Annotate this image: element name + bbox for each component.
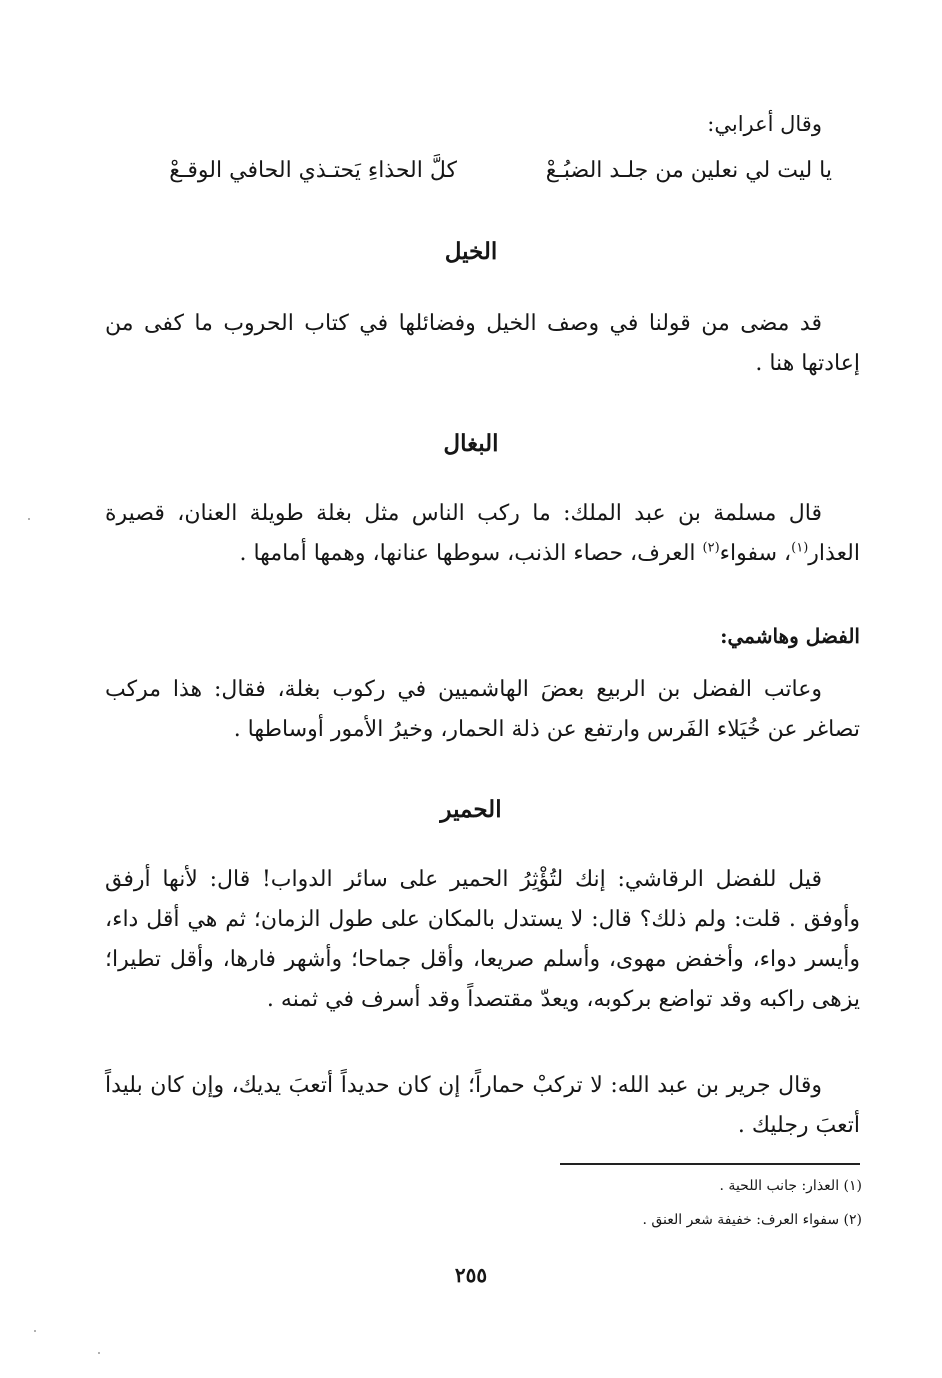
section-heading-bighal: البغال [443,430,499,457]
paragraph-fadl: وعاتب الفضل بن الربيع بعضَ الهاشميين في ركوب بغلة، فقال: هذا مركب تصاغر عن خُيَلاء الفَرس وارتفع عن ذلة الحمار، وخيرُ الأمور أوساطها . [105,677,860,742]
bighal-text-part-1: قال مسلمة بن عبد الملك: ما ركب الناس مثل بغلة طويلة العنان، قصيرة العذار [105,501,860,566]
subheading-fadl: الفضل وهاشمي: [720,624,860,648]
bighal-text-part-2: ، سفواء [719,541,792,566]
paragraph-bighal [105,494,860,574]
page-number: ٢٥٥ [454,1263,488,1287]
footnote-ref-2: (٢) [702,540,720,556]
footnote-separator [560,1163,860,1165]
scan-speck [34,1330,36,1332]
section-heading-hamir: الحمير [440,796,502,823]
verse-left-hemistich: كلَّ الحذاءِ يَحتـذي الحافي الوقـعْ [169,158,457,183]
scan-speck [28,518,30,520]
verse-intro: وقال أعرابي: [707,112,822,136]
verse-right-hemistich: يا ليت لي نعلين من جلـد الضبُـعْ [545,158,832,183]
footnote-1: (١) العذار: جانب اللحية . [719,1178,862,1194]
footnote-ref-1: (١) [791,540,809,556]
paragraph-khail: قد مضى من قولنا في وصف الخيل وفضائلها في كتاب الحروب ما كفى من إعادتها هنا . [105,311,860,376]
scan-speck [98,1352,100,1354]
footnote-2: (٢) سفواء العرف: خفيفة شعر العنق . [642,1212,862,1228]
section-heading-khail: الخيل [444,238,498,265]
paragraph-hamir-1: قيل للفضل الرقاشي: إنك لتُؤْثِرُ الحمير على سائر الدواب! قال: لأنها أرفق وأوفق . قلت: ولم ذلك؟ قال: لا يستدل بالمكان على طول الزمان؛ ثم هي أقل داء، وأيسر دواء، وأخفض مهوى، وأسلم صريعا، وأقل جماحا؛ وأشهر فارها، وأقل تطيرا؛ يزهى راكبه وقد تواضع بركوبه، ويعدّ مقتصداً وقد أسرف في ثمنه . [105,867,860,1012]
paragraph-hamir-2: وقال جرير بن عبد الله: لا تركبْ حماراً؛ إن كان حديداً أتعبَ يديك، وإن كان بليداً أتعبَ رجليك . [105,1073,860,1138]
bighal-text-part-3: العرف، حصاء الذنب، سوطها عنانها، وهمها أمامها . [239,541,703,566]
